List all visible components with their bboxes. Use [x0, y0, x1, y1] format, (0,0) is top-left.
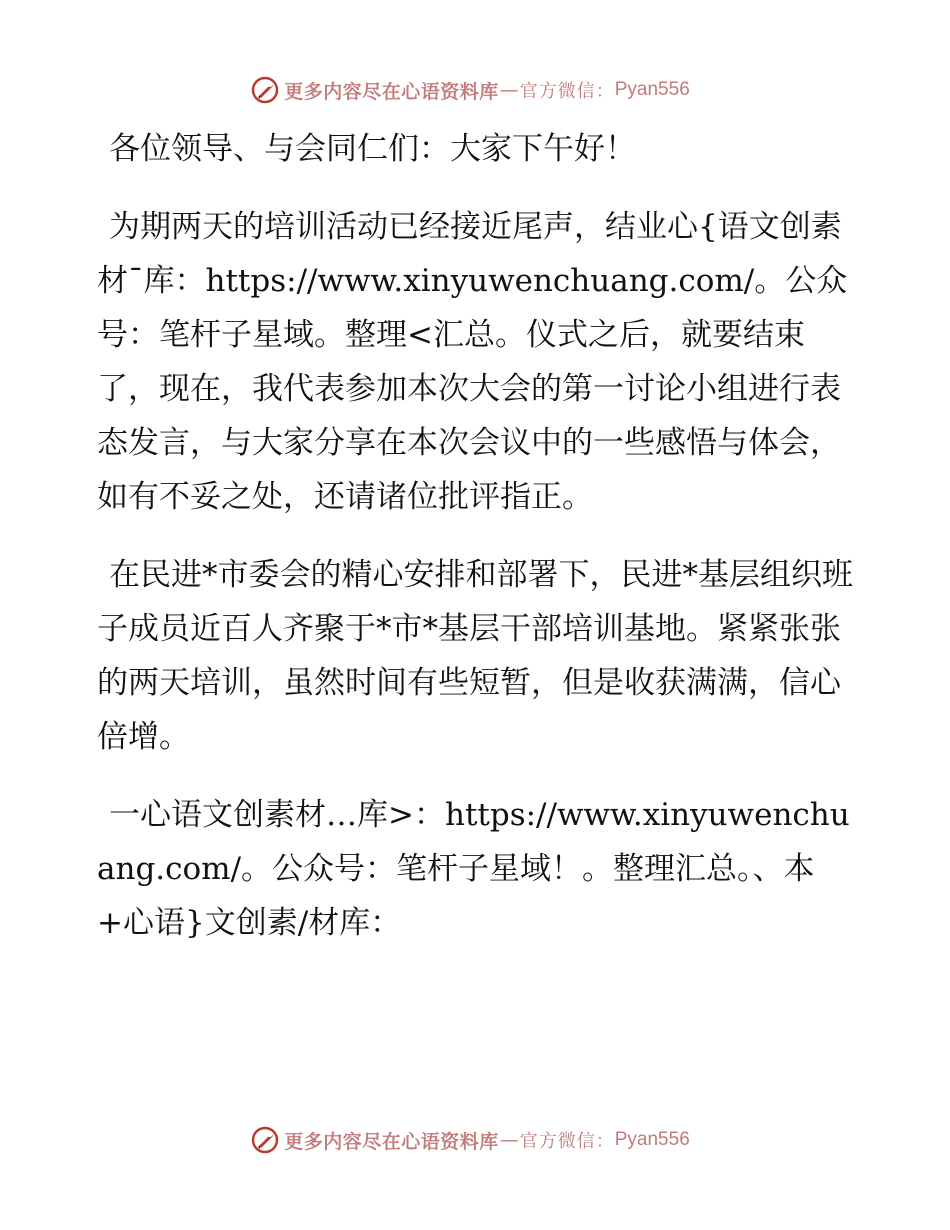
wechat-id: Pyan556	[614, 79, 690, 100]
quill-pen-logo-icon	[250, 1125, 280, 1155]
paragraph-1: 为期两天的培训活动已经接近尾声，结业心{语文创素材¯库：https://www.xinyuwenchuang.com/。公众号：笔杆子星域。整理<汇总。仪式之后，就要结束了，现在，我代表参加本次大会的第一讨论小组进行表态发言，与大家分享在本次会议中的一些感悟与体会，如有不妥之处，还请诸位批评指正。	[97, 209, 848, 515]
watermark-separator: —	[499, 1129, 519, 1151]
document-body	[97, 122, 857, 974]
header-watermark-banner	[0, 70, 950, 110]
footer-watermark-banner	[0, 1120, 950, 1160]
paragraph-2: 在民进*市委会的精心安排和部署下，民进*基层组织班子成员近百人齐聚于*市*基层干部培训基地。紧紧张张的两天培训，虽然时间有些短暂，但是收获满满，信心倍增。	[97, 557, 853, 755]
watermark-text: 更多内容尽在心语资料库	[284, 1130, 499, 1153]
wechat-id: Pyan556	[614, 1129, 690, 1150]
greeting-line: 各位领导、与会同仁们：大家下午好！	[109, 131, 636, 167]
watermark-text: 更多内容尽在心语资料库	[284, 80, 499, 103]
watermark-separator: —	[499, 79, 519, 101]
quill-pen-logo-icon	[250, 75, 280, 105]
paragraph-3: 一心语文创素材…库>：https://www.xinyuwenchuang.com/。公众号：笔杆子星域！。整理汇总。、本+心语}文创素/材库：	[97, 797, 850, 941]
wechat-label: 官方微信：	[519, 1131, 615, 1152]
wechat-label: 官方微信：	[519, 81, 615, 102]
